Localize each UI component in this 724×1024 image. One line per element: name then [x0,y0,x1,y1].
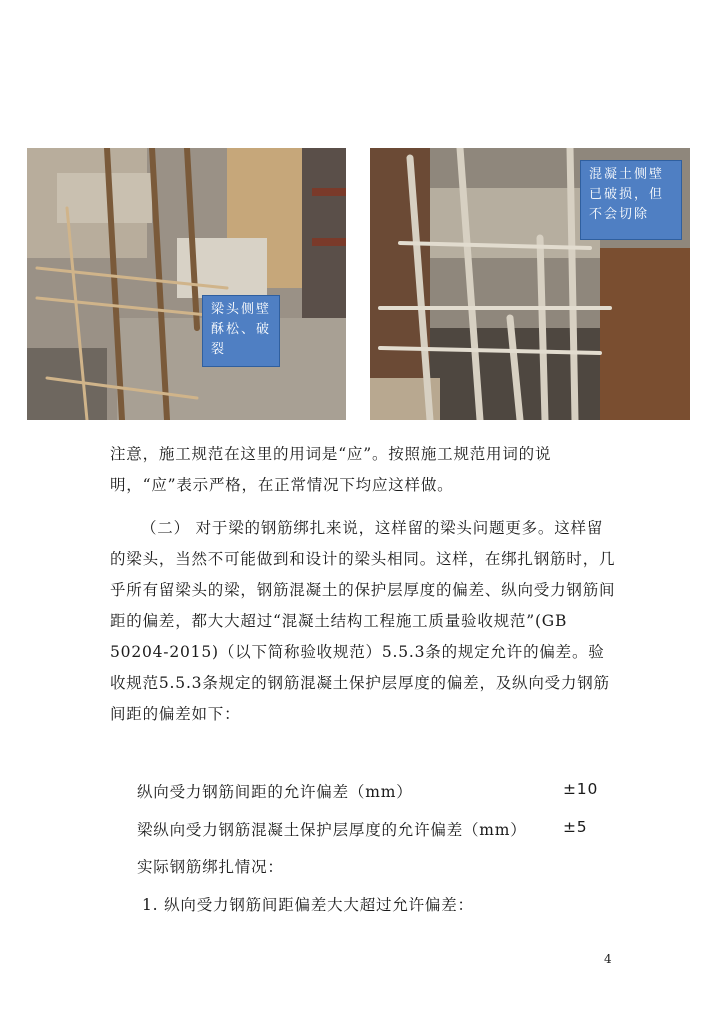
page-number: 4 [604,952,612,966]
tolerance-label-2: 梁纵向受力钢筋混凝土保护层厚度的允许偏差（mm） [137,821,527,839]
tolerance-value-2: ±5 [563,818,588,836]
paragraph-beam-rebar: （二） 对于梁的钢筋绑扎来说，这样留的梁头问题更多。这样留的梁头，当然不可能做到和设计的梁头相同。这样，在绑扎钢筋时，几乎所有留梁头的梁，钢筋混凝土的保护层厚度的偏差、纵向受力钢筋间距的偏差，都大大超过“混凝土结构工程施工质量验收规范”(GB 50204-2015)（以下简称验收规范）5.5.3条的规定允许的偏差。验收规范5.5.3条规定的钢筋混凝土保护层厚度的偏差，及纵向受力钢筋间距的偏差如下： [110,519,616,723]
damage-callout-right: 混凝土侧壁已破损，但不会切除 [580,160,682,240]
beam-end-photo-left [27,148,346,420]
list-item-1: 1. 纵向受力钢筋间距偏差大大超过允许偏差： [142,896,474,914]
tolerance-value-1: ±10 [563,780,599,798]
paragraph-usage-note: 注意，施工规范在这里的用词是“应”。按照施工规范用词的说明，“应”表示严格，在正常情况下均应这样做。 [110,445,552,494]
actual-situation-heading: 实际钢筋绑扎情况： [137,858,284,876]
construction-photo-left [27,148,346,420]
tolerance-label-1: 纵向受力钢筋间距的允许偏差（mm） [137,783,413,801]
damage-callout-left: 梁头侧壁酥松、破裂 [202,295,280,367]
